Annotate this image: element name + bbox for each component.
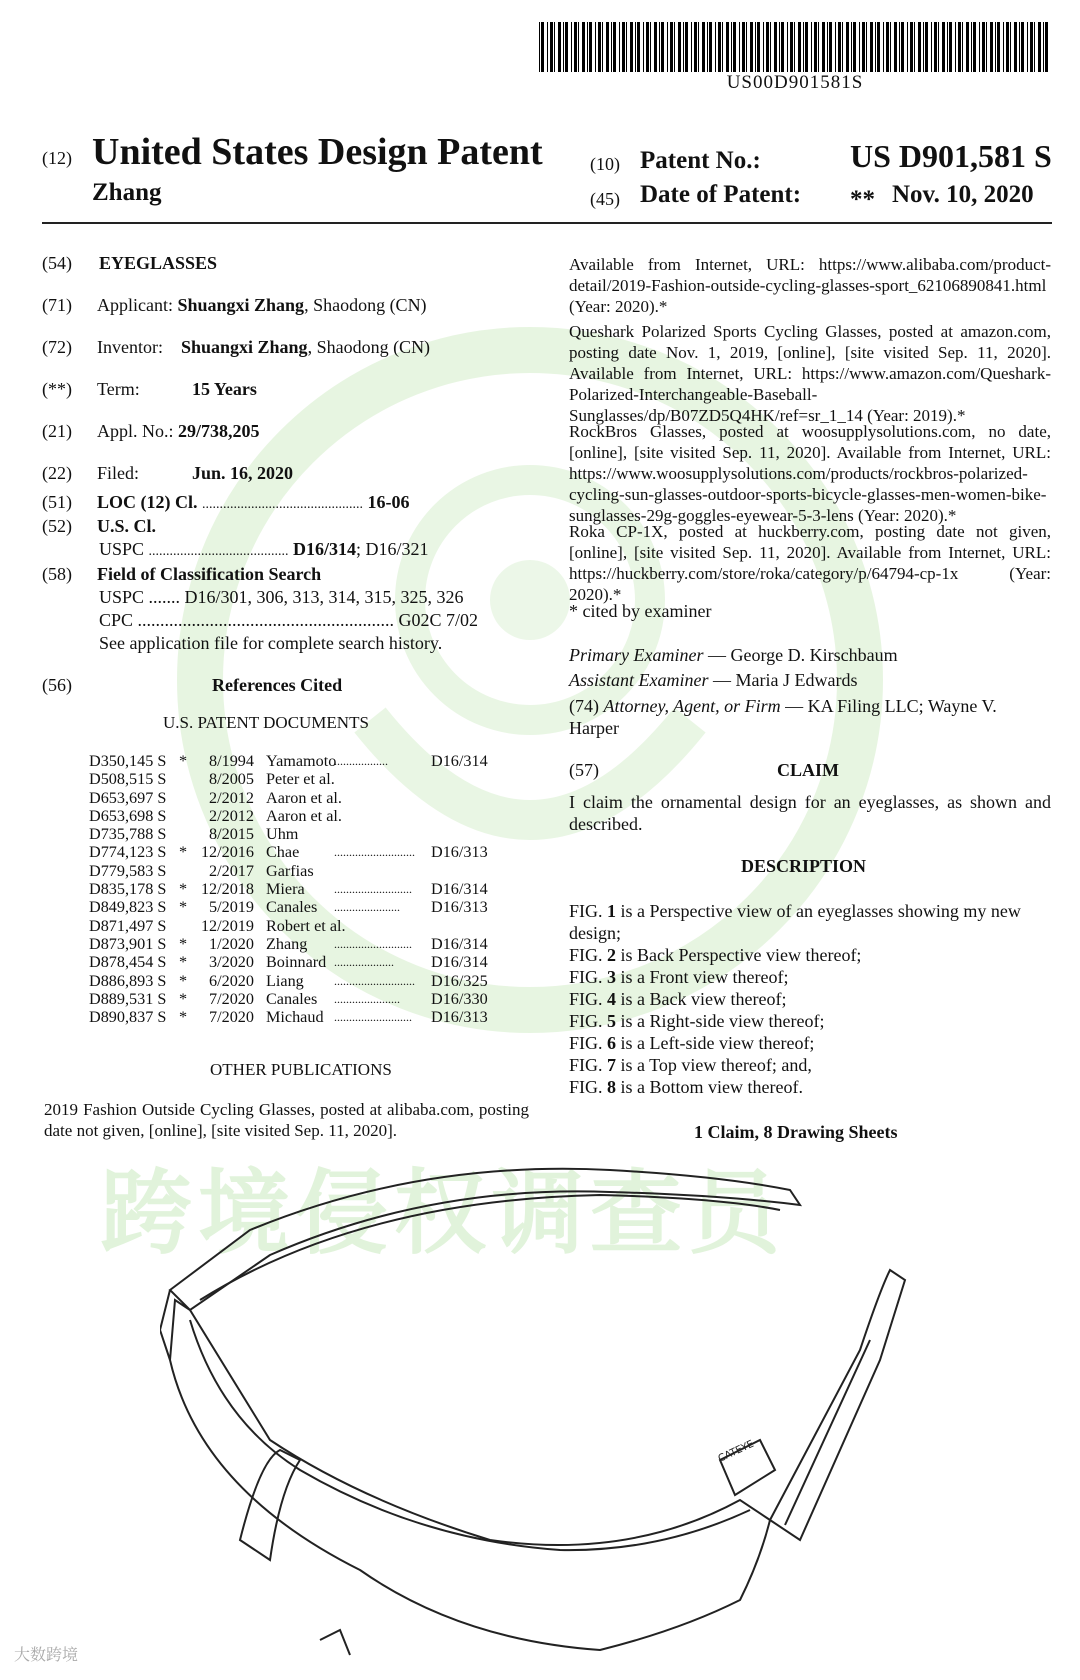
date-label: Date of Patent: [640,181,802,208]
reference-name: Liang [266,971,304,990]
barcode-bar [622,22,625,72]
reference-dots: .......................... [334,882,412,897]
reference-no: D890,837 S [89,1008,167,1027]
reference-date: 1/2020 [209,934,254,953]
barcode-bar [565,22,568,72]
reference-star: * [179,934,188,953]
barcode-bar [722,22,723,72]
reference-star: * [179,1008,188,1027]
barcode-bar [626,22,627,72]
figure-item: FIG. 5 is a Right-side view thereof; [569,1011,825,1031]
reference-name: Peter et al. [266,770,335,789]
barcode-bar [842,22,843,72]
barcode-bar [691,22,692,72]
barcode-bar [853,22,856,72]
reference-name: Robert et al. [266,916,346,935]
reference-cls: D16/314 [431,752,488,770]
reference-no: D653,698 S [89,806,167,825]
code-10: (10) [590,154,620,174]
reference-name: Uhm [266,825,299,844]
barcode-bar [646,22,649,72]
barcode-bar [846,22,849,72]
claims-summary: 1 Claim, 8 Drawing Sheets [694,1122,898,1142]
barcode-bar [899,22,900,72]
barcode-bar [794,22,795,72]
barcode-bar [859,22,860,72]
barcode-bar [851,22,852,72]
barcode-bar [650,22,651,72]
barcode-bar [571,22,572,72]
reference-no: D849,823 S [89,898,167,917]
reference-name: Yamamoto [266,752,337,770]
barcode-bar [715,22,716,72]
barcode-bar [1038,22,1041,72]
barcode-bar [971,22,972,72]
barcode-bar [958,22,961,72]
reference-dots: .................... [334,955,394,970]
reference-dots: ........................... [334,973,415,988]
barcode-bar [811,22,812,72]
reference-date: 12/2016 [200,843,254,862]
barcode-bar [1043,22,1044,72]
figure-item: FIG. 7 is a Top view thereof; and, [569,1055,812,1075]
reference-dots: ...................... [334,991,400,1006]
barcode-bar [709,22,712,72]
reference-name: Zhang [266,934,308,953]
reference-cls: D16/313 [431,898,488,917]
document-title: United States Design Patent [92,131,543,173]
barcode-bar [698,22,699,72]
barcode-bar [901,22,904,72]
date-stars: ** [850,186,875,213]
barcode-bar [805,22,808,72]
publication-alibaba: 2019 Fashion Outside Cycling Glasses, posted at alibaba.com, posting date not given, [online], [site visited Sep. 11, 2020]. [44,1100,529,1140]
barcode-bar [606,22,609,72]
barcode-bar [997,22,1000,72]
reference-cls: D16/313 [431,1008,488,1027]
barcode-bar [598,22,601,72]
barcode-bar [694,22,697,72]
reference-name: Michaud [266,1008,324,1027]
barcode-bar [602,22,603,72]
barcode-bar [558,22,561,72]
barcode-bar [742,22,745,72]
barcode-bar [934,22,937,72]
barcode-bar [870,22,873,72]
barcode-bar [1010,22,1011,72]
reference-date: 5/2019 [209,898,254,917]
field-term: (**) Term: 15 Years [42,379,257,399]
reference-name: Aaron et al. [266,806,342,825]
field-58: (58) Field of Classification Search [42,564,322,584]
us-patent-docs-heading: U.S. PATENT DOCUMENTS [163,713,369,732]
barcode-bar [670,22,673,72]
other-publications-heading: OTHER PUBLICATIONS [210,1060,392,1079]
code-45: (45) [590,189,620,209]
reference-star: * [179,752,188,770]
reference-star: * [179,953,188,972]
barcode-bar [1045,22,1048,72]
barcode-bar [818,22,819,72]
patent-date: Nov. 10, 2020 [892,181,1034,208]
field-58-cpc: CPC ......................................................... G02C 7/02 [99,610,479,630]
barcode-bar [931,22,932,72]
eyeglasses-drawing [160,1160,940,1660]
barcode-bar [925,22,928,72]
reference-name: Chae [266,843,300,862]
reference-date: 2/2012 [209,788,254,807]
cited-by-examiner: * cited by examiner [569,601,712,621]
reference-no: D871,497 S [89,916,167,935]
reference-no: D735,788 S [89,825,167,844]
attorney: (74) Attorney, Agent, or Firm — KA Filing LLC; Wayne V. Harper [569,696,997,738]
barcode-bar [541,22,544,72]
reference-name: Miera [266,880,305,899]
barcode-bar [798,22,801,72]
barcode [539,22,1051,72]
reference-no: D878,454 S [89,953,167,972]
barcode-bar [995,22,996,72]
barcode-bar [595,22,596,72]
brand-marking: CATEYE [716,1438,756,1465]
barcode-bar [1027,22,1028,72]
reference-date: 8/1994 [209,752,254,770]
publication-alibaba-url: Available from Internet, URL: https://www.alibaba.com/product-detail/2019-Fashion-outside-cycling-glasses-sport_62106890841.html (Year: 2020).* [569,255,1051,316]
barcode-bar [835,22,836,72]
watermark-text: 跨境侵权调查员 [100,1160,787,1267]
barcode-bar [1003,22,1004,72]
reference-name: Boinnard [266,953,327,972]
reference-no: D886,893 S [89,971,167,990]
reference-cls: D16/330 [431,989,488,1008]
barcode-bar [733,22,736,72]
reference-star: * [179,971,188,990]
barcode-bar [942,22,945,72]
reference-cls: D16/313 [431,843,488,862]
corner-watermark: 大数跨境 [14,1645,79,1664]
figure-item: FIG. 8 is a Bottom view thereof. [569,1077,803,1097]
field-71: (71) Applicant: Shuangxi Zhang, Shaodong (CN) [42,295,427,315]
barcode-bar [910,22,913,72]
barcode-bar [894,22,897,72]
reference-date: 7/2020 [209,989,254,1008]
figure-list [569,900,1051,1098]
inventor-surname: Zhang [92,179,162,206]
barcode-bar [554,22,555,72]
barcode-bar [674,22,675,72]
barcode-bar [550,22,553,72]
barcode-bar [635,22,636,72]
reference-star: * [179,880,188,899]
barcode-bar [979,22,980,72]
reference-star: * [179,989,188,1008]
reference-no: D350,145 S [89,752,167,770]
barcode-bar [582,22,585,72]
publication-rockbros: RockBros Glasses, posted at woosupplysolutions.com, no date, [online], [site visited Sep. 11, 2020]. Available from Internet, URL: https://www.woosupplysolutions.com/products/rockbros-polarized-cycling-sun-glasses-outdoor-sports-bicycle-glasses-men-women-bike-sunglasses-29g-goggles-eyewear-5-3-lens (Year: 2020).* [569,422,1051,525]
publication-queshark: Queshark Polarized Sports Cycling Glasses, posted at amazon.com, posting date Nov. 1, 2019, [online], [site visited Sep. 11, 2020]. Available from Internet, URL: https://www.amazon.com/Queshark-Polarized-Interchangeable-Baseball-Sunglasses/dp/B07ZD5Q4HK/ref=sr_1_14 (Year: 2019).* [569,322,1051,425]
barcode-bar [814,22,817,72]
barcode-bar [986,22,987,72]
barcode-bar [883,22,884,72]
reference-date: 2/2012 [209,806,254,825]
barcode-number: US00D901581S [726,72,864,93]
reference-no: D508,515 S [89,770,167,789]
barcode-bar [923,22,924,72]
patent-no-label: Patent No.: [640,147,761,174]
claim-code: (57) [569,760,599,780]
barcode-bar [982,22,985,72]
barcode-bar [1019,22,1020,72]
claim-text: I claim the ornamental design for an eyeglasses, as shown and described. [569,792,1051,834]
reference-date: 7/2020 [209,1008,254,1027]
barcode-bar [781,22,784,72]
barcode-bar [763,22,764,72]
barcode-bar [619,22,620,72]
barcode-bar [667,22,668,72]
reference-no: D873,901 S [89,934,167,953]
reference-date: 8/2005 [209,770,254,789]
barcode-bar [661,22,664,72]
field-52-uspc: USPC ........................................ D16/314; D16/321 [99,539,429,559]
field-58-uspc: USPC ....... D16/301, 306, 313, 314, 315, 325, 326 [99,587,464,607]
barcode-bar [678,22,681,72]
reference-name: Canales [266,989,318,1008]
barcode-bar [739,22,740,72]
barcode-bar [1021,22,1024,72]
field-56-code: (56) [42,675,72,695]
barcode-bar [757,22,760,72]
barcode-bar [774,22,777,72]
barcode-bar [574,22,577,72]
assistant-examiner: Assistant Examiner — Maria J Edwards [569,670,858,690]
figure-item: FIG. 2 is Back Perspective view thereof; [569,945,862,965]
barcode-bar [589,22,592,72]
figure-item: FIG. 4 is a Back view thereof; [569,989,787,1009]
barcode-bar [918,22,921,72]
reference-name: Canales [266,898,318,917]
barcode-bar [726,22,729,72]
barcode-bar [1034,22,1035,72]
barcode-bar [637,22,640,72]
field-22: (22) Filed: Jun. 16, 2020 [42,463,294,483]
barcode-bar [838,22,841,72]
barcode-bar [827,22,828,72]
barcode-bar [947,22,948,72]
barcode-bar [707,22,708,72]
field-72: (72) Inventor: Shuangxi Zhang, Shaodong (CN) [42,337,431,357]
barcode-bar [803,22,804,72]
figure-item: FIG. 3 is a Front view thereof; [569,967,789,987]
reference-dots: .......................... [334,1010,412,1025]
reference-no: D653,697 S [89,788,167,807]
barcode-bar [966,22,969,72]
barcode-bar [611,22,612,72]
reference-dots: .......................... [334,936,412,951]
barcode-bar [702,22,705,72]
reference-date: 8/2015 [209,825,254,844]
description-heading: DESCRIPTION [741,856,867,876]
reference-star: * [179,843,188,862]
field-52: (52) U.S. Cl. [42,516,157,536]
code-12: (12) [42,148,72,168]
reference-cls: D16/314 [431,880,488,899]
reference-no: D779,583 S [89,861,167,880]
field-58-note: See application file for complete search history. [99,633,443,653]
header-rule [42,222,1052,224]
barcode-bar [787,22,788,72]
reference-cls: D16/325 [431,971,488,990]
barcode-bar [630,22,633,72]
barcode-bar [613,22,616,72]
reference-star: * [179,898,188,917]
barcode-bar [790,22,793,72]
reference-name: Aaron et al. [266,788,342,807]
barcode-bar [973,22,976,72]
barcode-bar [643,22,644,72]
reference-date: 6/2020 [209,971,254,990]
field-54: (54) EYEGLASSES [42,253,218,273]
barcode-bar [755,22,756,72]
barcode-bar [829,22,832,72]
reference-no: D835,178 S [89,880,167,899]
barcode-bar [731,22,732,72]
barcode-bar [779,22,780,72]
barcode-bar [683,22,684,72]
field-51: (51) LOC (12) Cl. .............................................. 16-06 [42,492,410,512]
barcode-bar [547,22,548,72]
barcode-bar [587,22,588,72]
barcode-bar [1014,22,1017,72]
barcode-bar [563,22,564,72]
barcode-bar [1006,22,1009,72]
figure-item: FIG. 1 is a Perspective view of an eyeglasses showing my new design; [569,901,1021,943]
barcode-bar [1030,22,1033,72]
field-21: (21) Appl. No.: 29/738,205 [42,421,260,441]
barcode-bar [962,22,963,72]
barcode-bar [886,22,889,72]
reference-name: Garfias [266,861,314,880]
figure-item: FIG. 6 is a Left-side view thereof; [569,1033,815,1053]
reference-date: 3/2020 [209,953,254,972]
barcode-bar [866,22,867,72]
barcode-bar [949,22,952,72]
references-heading: References Cited [212,675,343,695]
barcode-bar [718,22,721,72]
barcode-bar [862,22,865,72]
reference-dots: .................. [334,754,388,768]
barcode-bar [766,22,769,72]
barcode-bar [907,22,908,72]
publication-roka: Roka CP-1X, posted at huckberry.com, posting date not given, [online], [site visited Sep. 11, 2020]. Available from Internet, URL: https://huckberry.com/store/roka/category/p/64794-cp-1x (Year: 2020).* [569,522,1051,604]
barcode-bar [875,22,876,72]
barcode-bar [914,22,915,72]
barcode-bar [938,22,939,72]
reference-cls: D16/314 [431,934,488,953]
barcode-bar [890,22,891,72]
reference-date: 12/2019 [200,916,254,935]
reference-no: D774,123 S [89,843,167,862]
barcode-bar [990,22,993,72]
barcode-bar [877,22,880,72]
barcode-bar [659,22,660,72]
barcode-bar [746,22,747,72]
barcode-bar [578,22,579,72]
barcode-bar [955,22,956,72]
reference-dots: ........................... [334,845,415,860]
barcode-bar [654,22,657,72]
reference-date: 12/2018 [200,880,254,899]
reference-date: 2/2017 [209,861,254,880]
barcode-bar [750,22,753,72]
barcode-bar [770,22,771,72]
primary-examiner: Primary Examiner — George D. Kirschbaum [569,645,898,665]
reference-cls: D16/314 [431,953,488,972]
barcode-bar [822,22,825,72]
claim-heading: CLAIM [777,760,839,780]
reference-dots: ...................... [334,900,400,915]
reference-no: D889,531 S [89,989,167,1008]
barcode-bar [539,22,540,72]
patent-number: US D901,581 S [850,138,1052,174]
barcode-bar [685,22,688,72]
